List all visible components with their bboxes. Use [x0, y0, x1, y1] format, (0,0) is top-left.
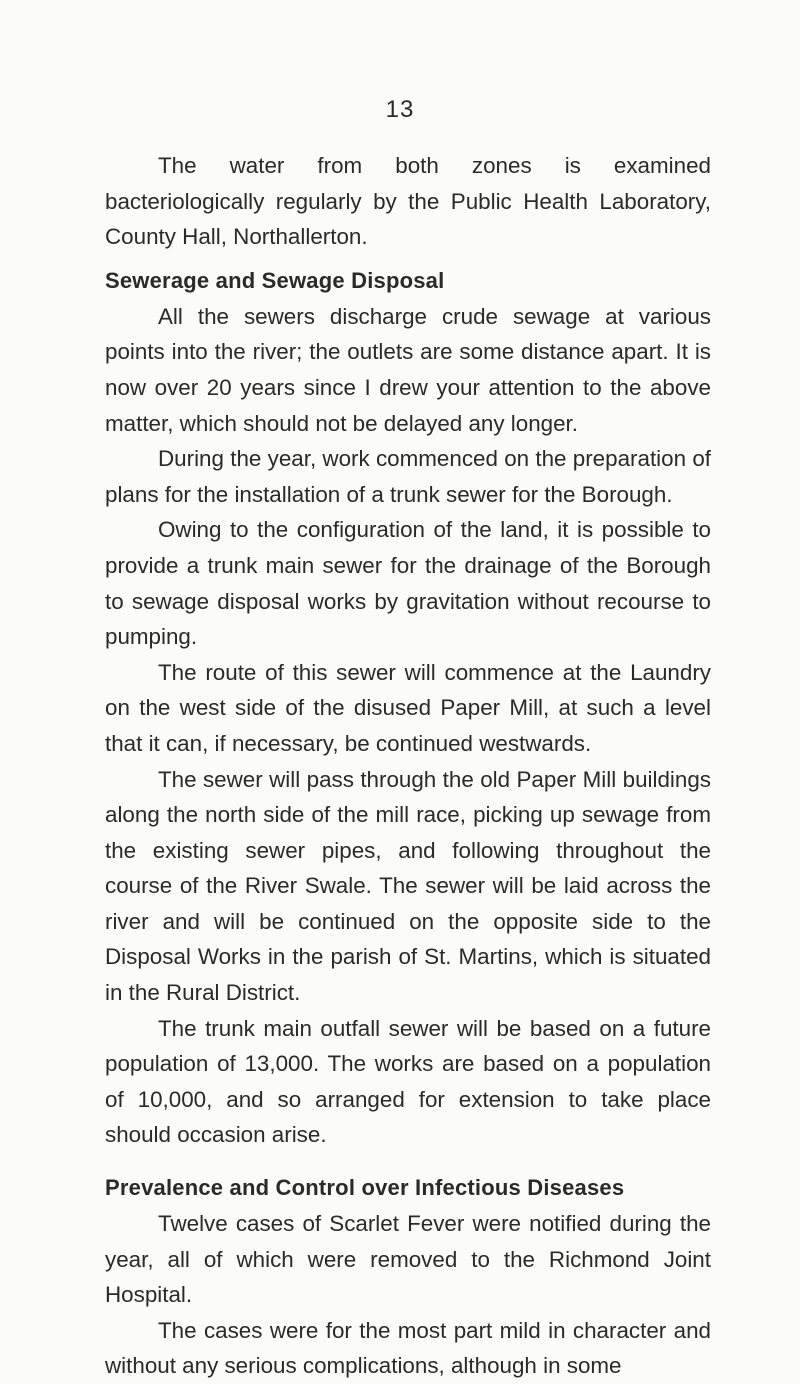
paragraph: The trunk main outfall sewer will be based on a future population of 13,000. The works are based on a population of 10,000, and so arranged for extension to take place should occasion arise.: [105, 1015, 711, 1148]
section-heading-infectious-diseases: Prevalence and Control over Infectious Diseases: [105, 1175, 625, 1201]
paragraph: Twelve cases of Scarlet Fever were notified during the year, all of which were removed to the Richmond Joint Hospital.: [105, 1211, 711, 1308]
intro-paragraph: The water from both zones is examined bacteriologically regularly by the Public Health Laboratory, County Hall, Northallerton.: [105, 153, 711, 250]
page-number: 13: [385, 96, 415, 123]
paragraph: All the sewers discharge crude sewage at various points into the river; the outlets are some distance apart. It is now over 20 years since I drew your attention to the above matter, which should not be delayed any longer.: [105, 303, 711, 436]
paragraph: The cases were for the most part mild in character and without any serious complications, although in some: [105, 1317, 711, 1379]
paragraph: During the year, work commenced on the preparation of plans for the installation of a trunk sewer for the Borough.: [105, 446, 711, 507]
paragraph: The sewer will pass through the old Paper Mill buildings along the north side of the mill race, picking up sewage from the existing sewer pipes, and following throughout the course of the River Swale. The sewer will be laid across the river and will be continued on the opposite side to the Disposal Works in the parish of St. Martins, which is situated in the Rural District.: [105, 766, 711, 1006]
section-heading-sewerage: Sewerage and Sewage Disposal: [105, 267, 445, 293]
paragraph: Owing to the configuration of the land, it is possible to provide a trunk main sewer for the drainage of the Borough to sewage disposal works by gravitation without recourse to pumping.: [105, 517, 711, 650]
page-body: [105, 148, 711, 1384]
paragraph: The route of this sewer will commence at the Laundry on the west side of the disused Paper Mill, at such a level that it can, if necessary, be continued westwards.: [105, 659, 711, 756]
